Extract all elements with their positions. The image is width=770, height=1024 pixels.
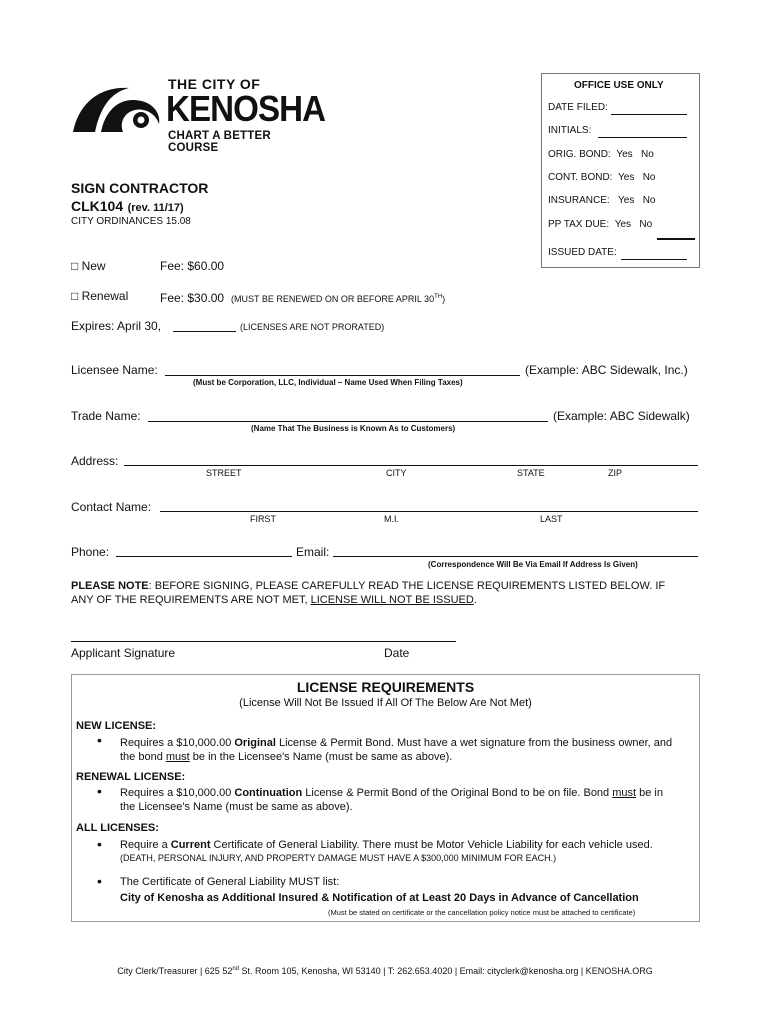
form-title: SIGN CONTRACTOR (71, 180, 209, 196)
bullet-icon: • (97, 836, 102, 852)
issued-date-line[interactable] (621, 259, 687, 260)
address-label: Address: (71, 454, 119, 468)
new-checkbox[interactable]: □ New (71, 259, 106, 273)
trade-label: Trade Name: (71, 409, 141, 423)
expires-year-field[interactable] (173, 331, 236, 332)
email-label: Email: (296, 545, 330, 559)
date-label: Date (384, 646, 410, 660)
licensee-hint: (Must be Corporation, LLC, Individual – Name Used When Filing Taxes) (193, 378, 463, 387)
office-title: OFFICE USE ONLY (574, 80, 664, 91)
logo-tagline: CHART A BETTER COURSE (168, 130, 271, 154)
pp-tax-label: PP TAX DUE: (548, 219, 610, 230)
bullet-icon: • (97, 732, 102, 748)
email-hint: (Correspondence Will Be Via Email If Address Is Given) (428, 560, 638, 569)
renewal-note: (MUST BE RENEWED ON OR BEFORE APRIL 30TH) (231, 294, 446, 304)
cont-bond-yes[interactable]: Yes (618, 172, 635, 183)
insurance-label: INSURANCE: (548, 195, 610, 206)
first-caption: FIRST (250, 514, 276, 524)
trade-example: (Example: ABC Sidewalk) (553, 409, 690, 423)
cont-bond-label: CONT. BOND: (548, 172, 613, 183)
licensee-name-field[interactable] (165, 375, 520, 376)
email-field[interactable] (333, 556, 698, 557)
street-caption: STREET (206, 468, 242, 478)
last-caption: LAST (540, 514, 563, 524)
all-licenses-minimum: (DEATH, PERSONAL INJURY, AND PROPERTY DAMAGE MUST HAVE A $300,000 MINIMUM FOR EACH.) (120, 853, 557, 863)
trade-hint: (Name That The Business is Known As to Customers) (251, 424, 456, 433)
insurance-no[interactable]: No (642, 195, 656, 206)
contact-label: Contact Name: (71, 500, 152, 514)
logo-line2: KENOSHA (166, 88, 326, 129)
renewal-license-heading: RENEWAL LICENSE: (76, 771, 186, 783)
mi-caption: M.I. (384, 514, 399, 524)
trade-name-field[interactable] (148, 421, 548, 422)
zip-caption: ZIP (608, 468, 623, 478)
ordinance-ref: CITY ORDINANCES 15.08 (71, 216, 191, 227)
issued-date-label: ISSUED DATE: (548, 247, 617, 258)
form-rev: (rev. 11/17) (127, 202, 184, 214)
expires-note: (LICENSES ARE NOT PRORATED) (240, 322, 385, 332)
renewal-fee: Fee: $30.00 (160, 291, 225, 305)
all-licenses-insured: City of Kenosha as Additional Insured & Notification of at Least 20 Days in Advance of Cancellation (120, 892, 639, 904)
licensee-label: Licensee Name: (71, 363, 158, 377)
address-field[interactable] (124, 465, 698, 466)
city-logo (71, 74, 326, 154)
requirements-subtitle: (License Will Not Be Issued If All Of The Below Are Not Met) (239, 697, 532, 709)
kenosha-wave-icon (71, 82, 163, 134)
all-licenses-heading: ALL LICENSES: (76, 822, 159, 834)
initials-label: INITIALS: (548, 125, 592, 136)
contact-name-field[interactable] (160, 511, 698, 512)
date-filed-line[interactable] (611, 114, 687, 115)
orig-bond-no[interactable]: No (641, 149, 654, 160)
state-caption: STATE (517, 468, 545, 478)
form-code: CLK104 (71, 198, 124, 214)
orig-bond-yes[interactable]: Yes (616, 149, 633, 160)
insurance-yes[interactable]: Yes (618, 195, 635, 206)
signature-line[interactable] (71, 641, 456, 642)
all-licenses-footnote: (Must be stated on certificate or the cancellation policy notice must be attached to certificate) (328, 908, 636, 917)
bullet-icon: • (97, 783, 102, 799)
phone-label: Phone: (71, 545, 110, 559)
all-licenses-text-2: The Certificate of General Liability MUST list: (120, 876, 340, 888)
bullet-icon: • (97, 873, 102, 889)
cont-bond-no[interactable]: No (642, 172, 656, 183)
new-license-heading: NEW LICENSE: (76, 720, 157, 732)
date-filed-label: DATE FILED: (548, 102, 608, 113)
new-fee: Fee: $60.00 (160, 259, 225, 273)
expires-label: Expires: April 30, (71, 319, 162, 333)
office-use-box (541, 73, 700, 268)
office-divider (657, 238, 695, 240)
requirements-box (71, 674, 700, 922)
signature-label: Applicant Signature (71, 646, 176, 660)
pp-tax-no[interactable]: No (639, 219, 653, 230)
requirements-title: LICENSE REQUIREMENTS (296, 679, 475, 695)
licensee-example: (Example: ABC Sidewalk, Inc.) (525, 363, 688, 377)
city-caption: CITY (386, 468, 407, 478)
initials-line[interactable] (598, 137, 687, 138)
orig-bond-label: ORIG. BOND: (548, 149, 611, 160)
logo-line1: THE CITY OF (168, 76, 261, 92)
new-license-text: Requires a $10,000.00 Original License & Permit Bond. Must have a wet signature from the business owner, and the bond must be in the Licensee's Name (must be same as above). (120, 737, 673, 763)
all-licenses-text-1: Require a Current Certificate of General Liability. There must be Motor Vehicle Liability for each vehicle used. (120, 839, 653, 851)
footer-contact: City Clerk/Treasurer | 625 52nd St. Room 105, Kenosha, WI 53140 | T: 262.653.4020 | Email: cityclerk@kenosha.org | KENOSHA.ORG (117, 966, 653, 976)
renewal-license-text: Requires a $10,000.00 Continuation License & Permit Bond of the Original Bond to be on file. Bond must be in the Licensee's Name (must be same as above). (120, 787, 663, 813)
pp-tax-yes[interactable]: Yes (614, 219, 632, 230)
phone-field[interactable] (116, 556, 292, 557)
renewal-checkbox[interactable]: □ Renewal (71, 289, 129, 303)
please-note: PLEASE NOTE: BEFORE SIGNING, PLEASE CAREFULLY READ THE LICENSE REQUIREMENTS LISTED BELOW. IF ANY OF THE REQUIREMENTS ARE NOT MET, LICENSE WILL NOT BE ISSUED. (71, 580, 666, 606)
